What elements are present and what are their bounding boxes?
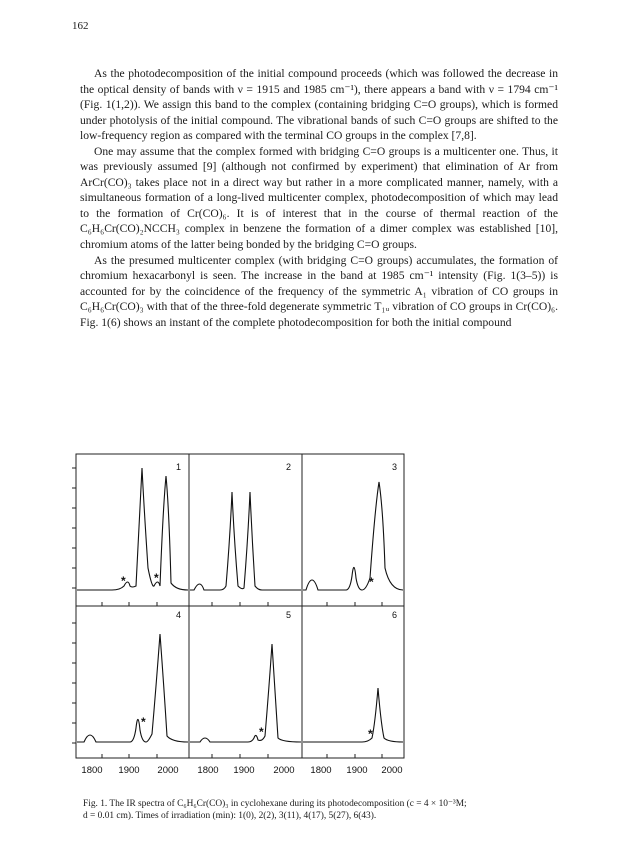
figure-caption — [83, 798, 573, 822]
x-tick-1800-a: 1800 — [81, 765, 103, 776]
ir-spectra-figure — [72, 448, 408, 780]
panel-label-6: 6 — [392, 610, 398, 620]
x-tick-1900-c: 1900 — [346, 765, 368, 776]
paragraph-3: As the presumed multicenter complex (with bridging C=O groups) accumulates, the formation of chromium hexacarbonyl is seen. The increase in the band at 1985 cm⁻¹ intensity (Fig. 1(3–5)) is accounted for by the coincidence of the frequency of the symmetric A₁ vibration of CO groups in C₆H₆Cr(CO)₃ with that of the three-fold degenerate symmetric T₁ᵤ vibration of CO groups in Cr(CO)₆. Fig. 1(6) shows an instant of the complete photodecomposition for both the initial compound — [80, 253, 558, 329]
panel-label-3: 3 — [392, 462, 398, 472]
marker-asterisk-1a: * — [121, 574, 126, 588]
panel-label-4: 4 — [176, 610, 182, 620]
marker-asterisk-3: * — [369, 575, 374, 589]
x-tick-2000-c: 2000 — [381, 765, 403, 776]
paragraph-1: As the photodecomposition of the initial compound proceeds (which was followed the decrease in the optical density of bands with ν = 1915 and 1985 cm⁻¹), there appears a band with ν = 1794 cm⁻¹ (Fig. 1(1,2)). We assign this band to the complex (containing bridging C=O groups), which is formed under photolysis of the initial compound. The vibrational bands of such C=O groups are shifted to the low-frequency region as compared with the terminal CO groups in the complex [7,8]. — [80, 67, 558, 143]
x-tick-2000-b: 2000 — [273, 765, 295, 776]
body-text — [80, 66, 558, 330]
spectrum-trace-4 — [77, 634, 188, 742]
x-tick-1900-a: 1900 — [118, 765, 140, 776]
x-tick-2000-a: 2000 — [157, 765, 179, 776]
bottom-ticks — [102, 602, 382, 758]
x-tick-1800-c: 1800 — [310, 765, 332, 776]
spectrum-trace-5 — [190, 644, 301, 742]
panel-label-1: 1 — [176, 462, 182, 472]
paragraph-2: One may assume that the complex formed with bridging C=O groups is a multicenter one. Thus, it was previously assumed [9] (although not confirmed by experiment) that elimination of Ar from ArCr(CO)₃ takes place not in a direct way but rather in a more complicated manner, namely, with a simultaneous formation of a long-lived multicenter complex, photodecomposition of which may lead to the formation of Cr(CO)₆. It is of interest that in the course of thermal reaction of the C₆H₆Cr(CO)₂NCCH₃ complex in benzene the formation of a dimer complex was established [10], chromium atoms of the latter being bonded by the bridging C=O groups. — [80, 144, 558, 252]
marker-asterisk-5: * — [259, 725, 264, 739]
marker-asterisk-1b: * — [154, 571, 159, 585]
caption-line-2: d = 0.01 cm). Times of irradiation (min): 1(0), 2(2), 3(11), 4(17), 5(27), 6(43). — [83, 811, 377, 821]
marker-asterisk-6: * — [368, 727, 373, 741]
spectrum-trace-3 — [303, 482, 403, 590]
spectrum-trace-6 — [303, 688, 403, 742]
x-tick-1800-b: 1800 — [197, 765, 219, 776]
panel-label-5: 5 — [286, 610, 292, 620]
x-tick-1900-b: 1900 — [233, 765, 255, 776]
spectra-plot — [72, 448, 408, 788]
panel-label-2: 2 — [286, 462, 292, 472]
spectrum-trace-2 — [190, 492, 301, 590]
spectrum-trace-1 — [77, 468, 188, 590]
page-number: 162 — [72, 20, 89, 32]
marker-asterisk-4: * — [141, 715, 146, 729]
caption-line-1: Fig. 1. The IR spectra of C₆H₆Cr(CO)₃ in cyclohexane during its photodecomposition (c = 4 × 10⁻³M; — [83, 799, 467, 809]
left-axis-ticks — [72, 468, 76, 743]
